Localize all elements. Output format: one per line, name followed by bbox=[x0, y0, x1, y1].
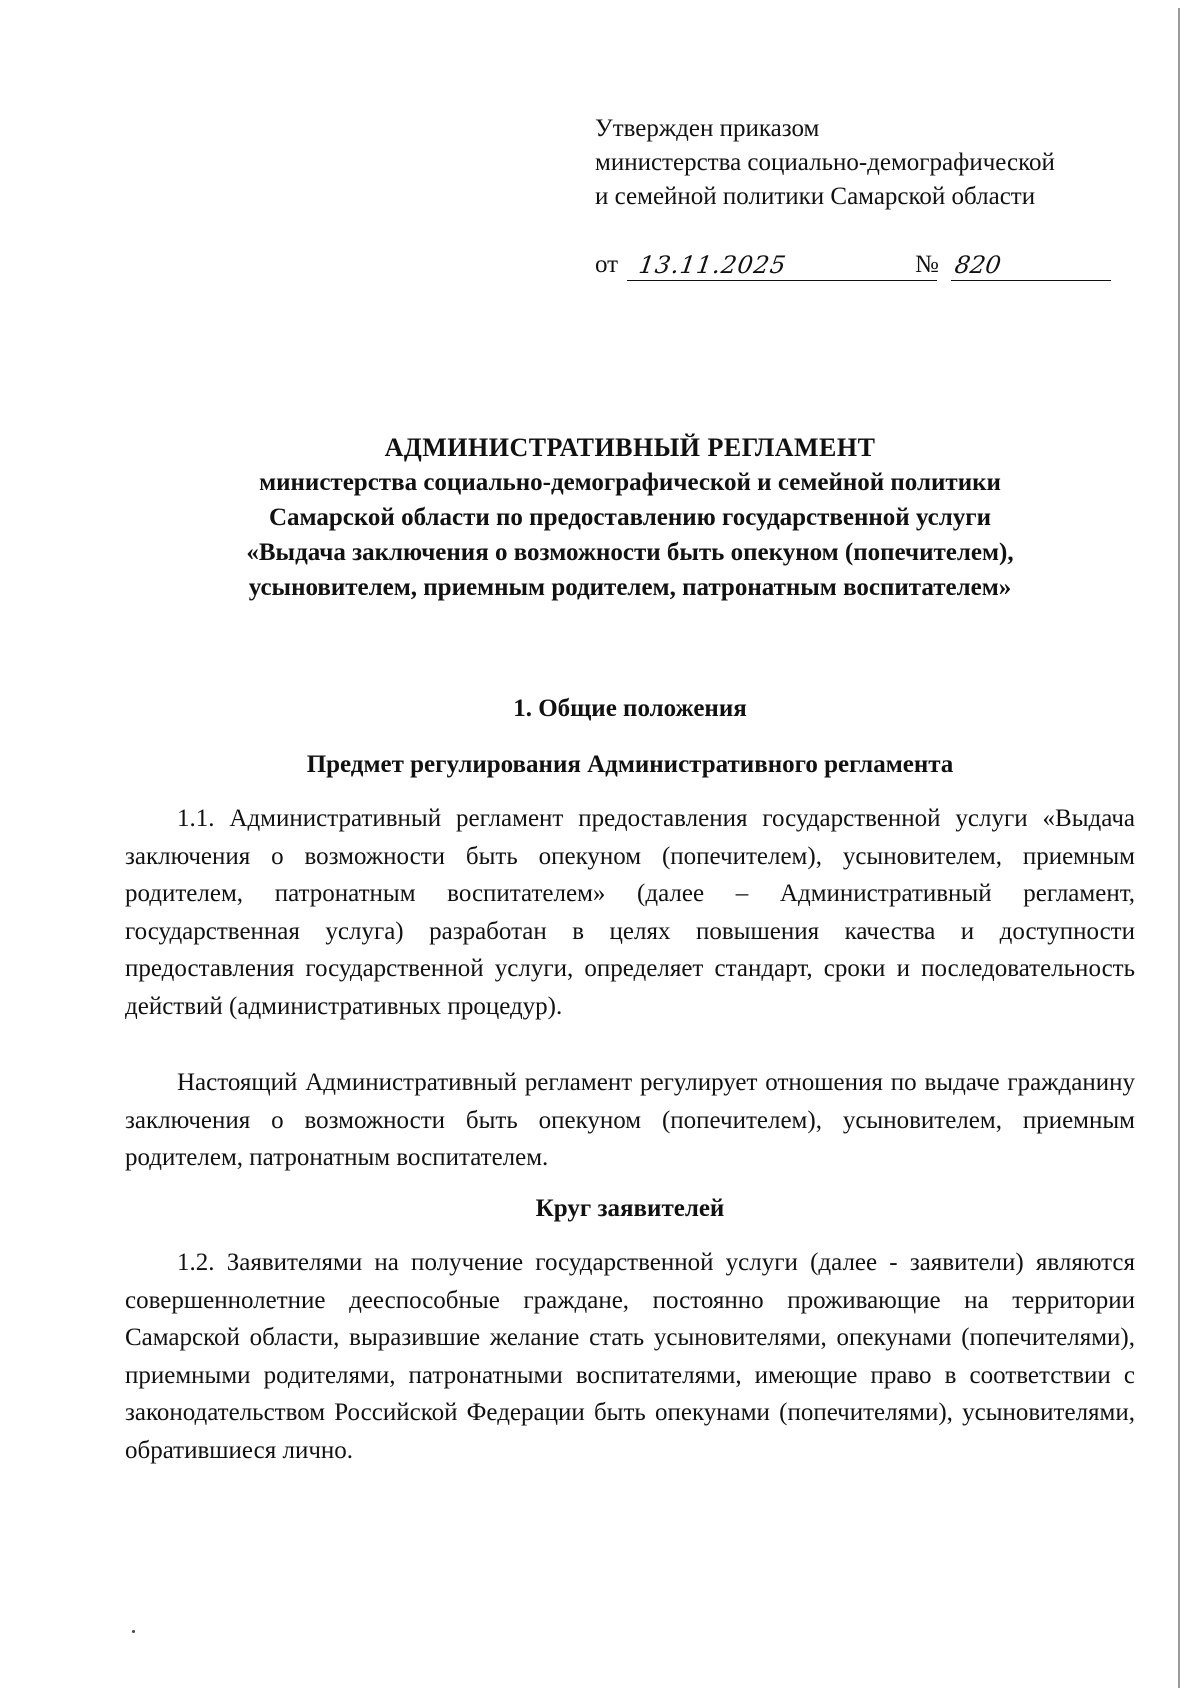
approval-line-1: Утвержден приказом bbox=[595, 115, 820, 142]
order-date-label: от bbox=[595, 251, 619, 278]
paragraph-1-2: 1.2. Заявителями на получение государственной услуги (далее - заявители) являются совершеннолетние дееспособные граждане, постоянно проживающие на территории Самарской области, выразившие желание стать усыновителями, опекунами (попечителями), приемными родителями, патронатными воспитателями, имеющие право в соответствии с законодательством Российской Федерации быть опекунами (попечителями), усыновителями, обратившиеся лично. bbox=[125, 1249, 1135, 1464]
section-subheading: Предмет регулирования Административного регламента bbox=[306, 751, 954, 778]
section-heading: 1. Общие положения bbox=[513, 695, 747, 722]
applicants-heading: Круг заявителей bbox=[535, 1195, 725, 1222]
title-line-3: Самарской области по предоставлению государственной услуги bbox=[268, 504, 992, 531]
paragraph-scope: Настоящий Административный регламент регулирует отношения по выдаче гражданину заключения о возможности быть опекуном (попечителем), усыновителем, приемным родителем, патронатным воспитателем. bbox=[125, 1069, 1135, 1171]
scan-speck bbox=[132, 1630, 135, 1633]
order-date-handwritten: 13.11.2025 bbox=[637, 251, 789, 279]
order-date-field bbox=[627, 251, 937, 281]
approval-block bbox=[595, 112, 1135, 214]
approval-line-3: и семейной политики Самарской области bbox=[595, 183, 1036, 210]
order-number-label: № bbox=[915, 251, 939, 278]
title-line-4: «Выдача заключения о возможности быть опекуном (попечителем), bbox=[246, 539, 1014, 566]
order-number-handwritten: 820 bbox=[953, 251, 1003, 279]
document-title bbox=[125, 430, 1135, 605]
scan-edge-line bbox=[1178, 8, 1180, 1688]
approval-line-2: министерства социально-демографической bbox=[595, 149, 1055, 176]
title-line-1: АДМИНИСТРАТИВНЫЙ РЕГЛАМЕНТ bbox=[384, 433, 876, 462]
order-date-number-line bbox=[595, 244, 1155, 284]
title-line-5: усыновителем, приемным родителем, патронатным воспитателем» bbox=[248, 574, 1012, 601]
title-line-2: министерства социально-демографической и семейной политики bbox=[259, 469, 1001, 496]
order-number-field bbox=[951, 251, 1111, 281]
paragraph-1-1: 1.1. Административный регламент предоставления государственной услуги «Выдача заключения о возможности быть опекуном (попечителем), усыновителем, приемным родителем, патронатным воспитателем» (далее – Административный регламент, государственная услуга) разработан в целях повышения качества и доступности предоставления государственной услуги, определяет стандарт, сроки и последовательность действий (административных процедур). bbox=[125, 805, 1135, 1020]
